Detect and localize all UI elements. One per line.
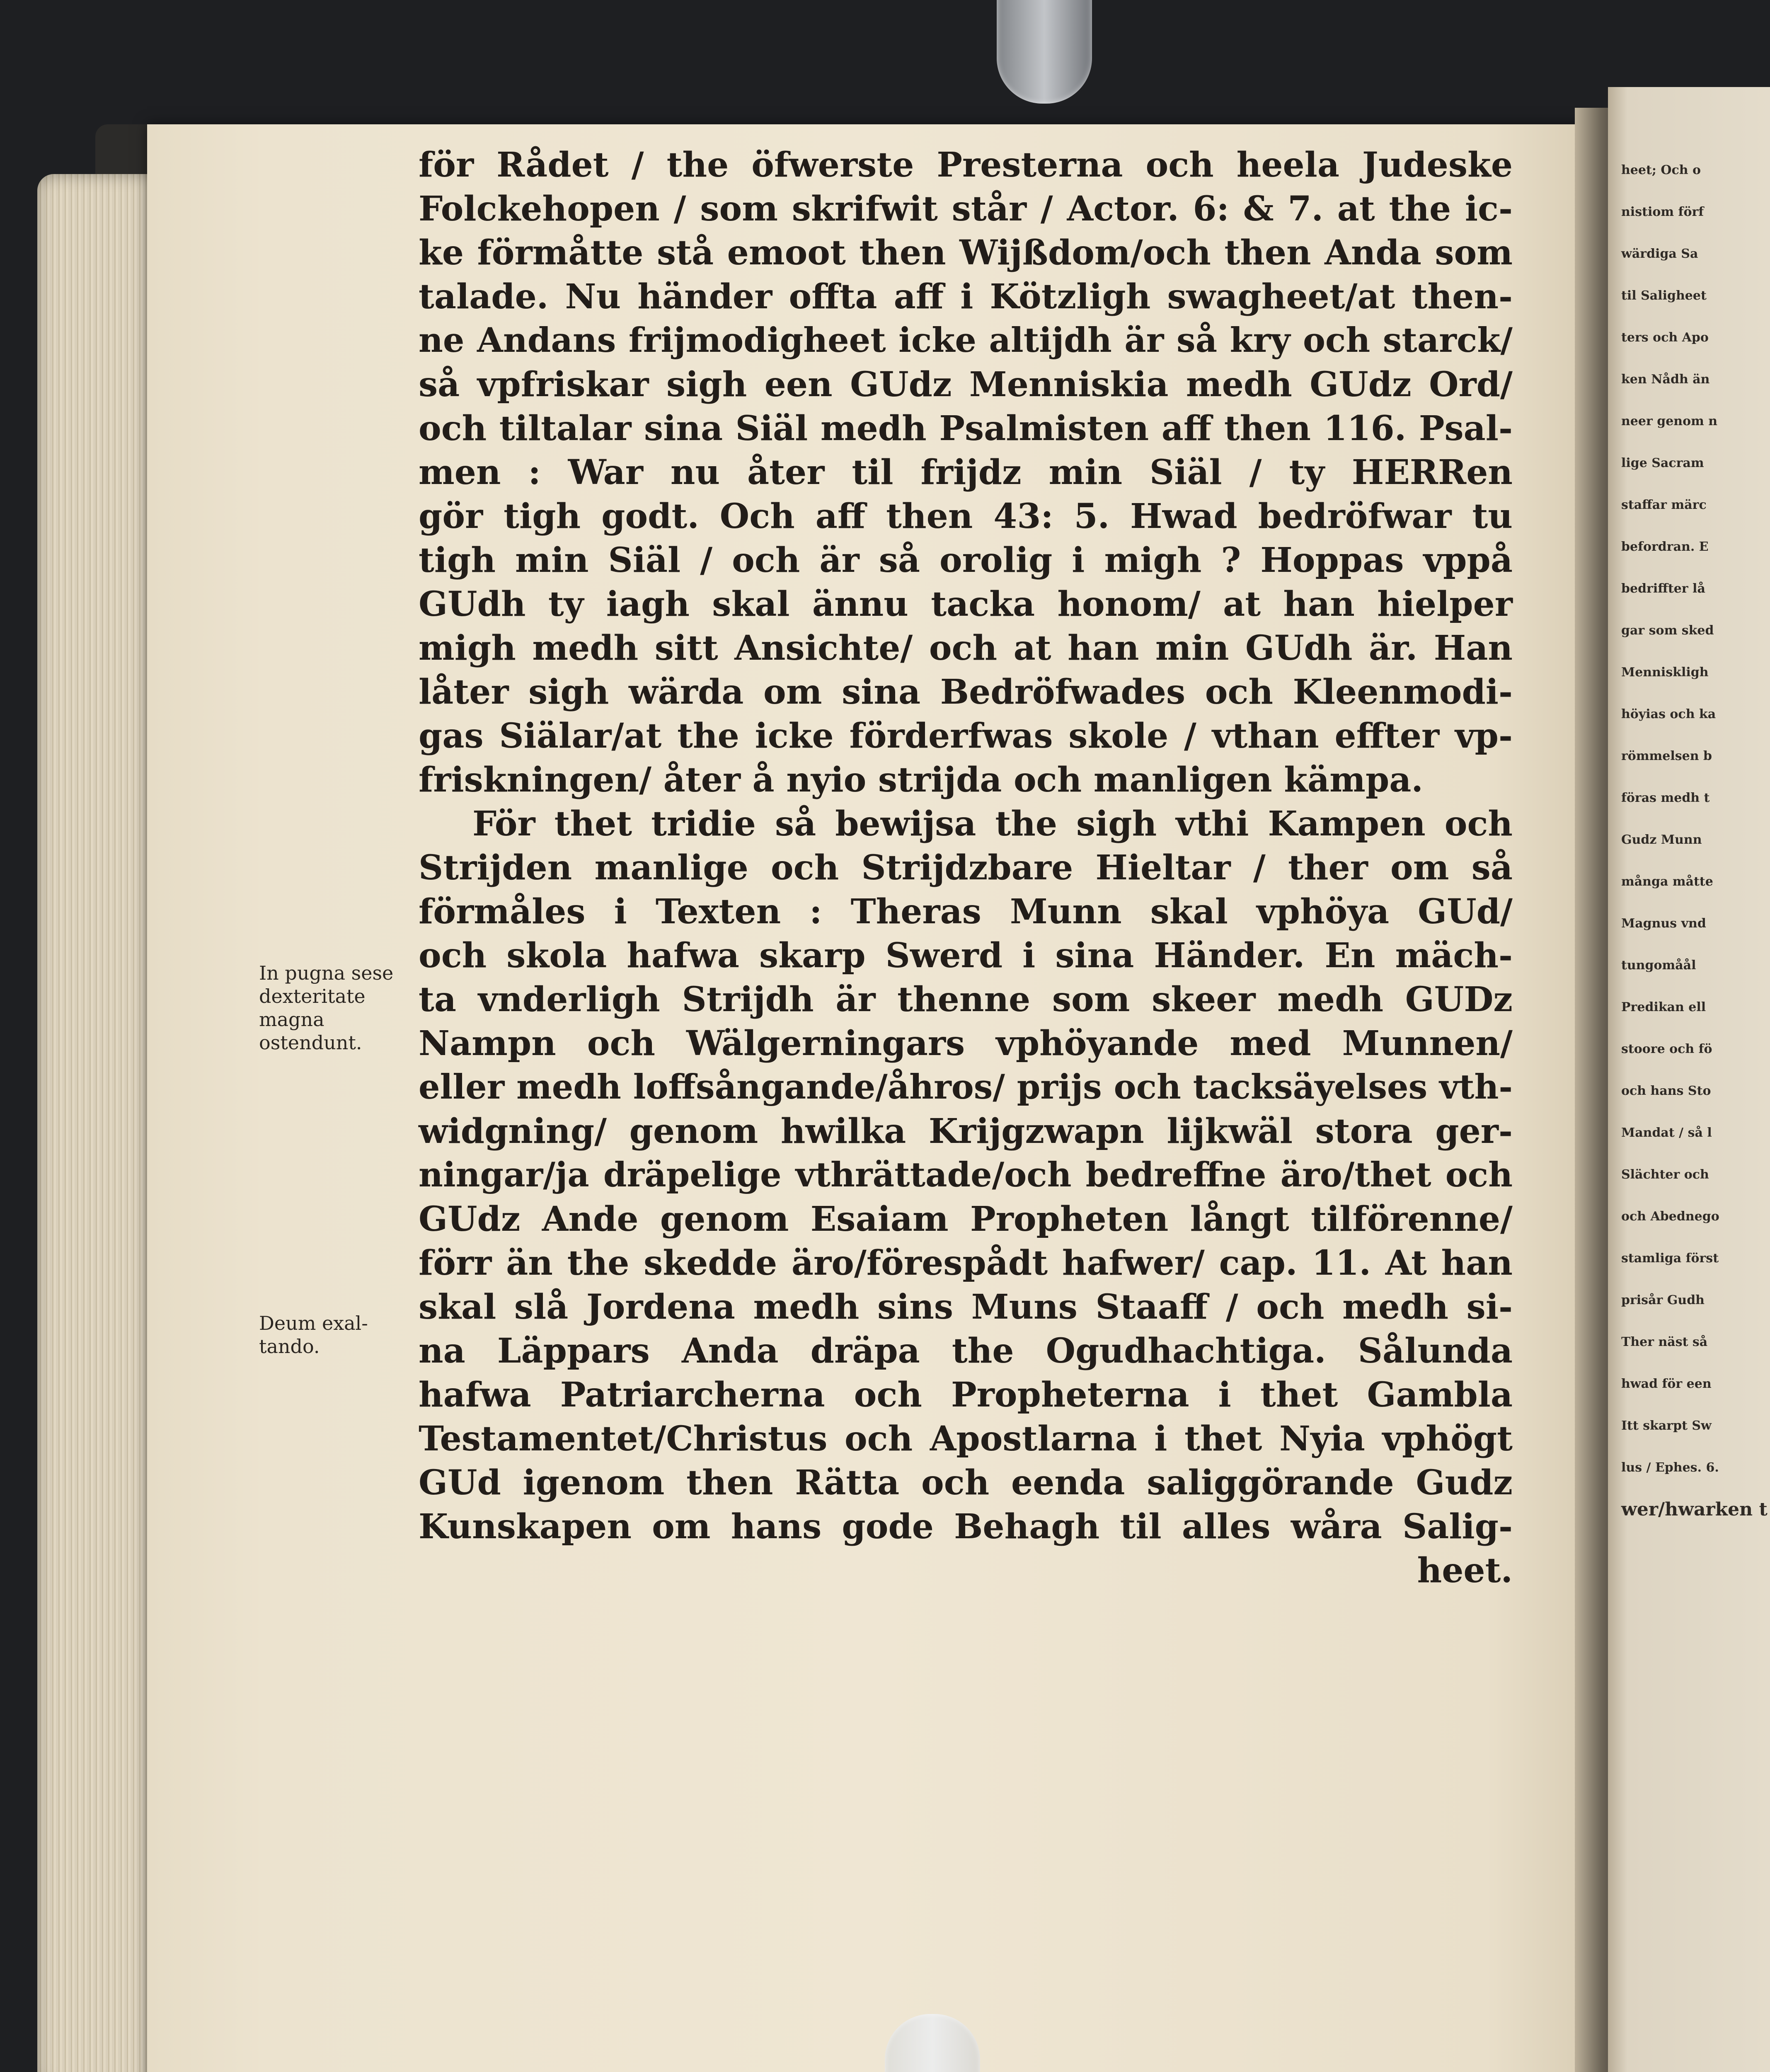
text-line: gör tigh godt. Och aff then 43: 5. Hwad bedröfwar tu — [419, 496, 1513, 536]
text-line: Nampn och Wälgerningars vphöyande med Munnen/ — [419, 1024, 1513, 1063]
facing-line: Menniskligh — [1621, 665, 1709, 680]
text-line: Folckehopen / som skrifwit står / Actor. 6: & 7. at the ic- — [419, 189, 1513, 229]
text-line: skal slå Jordena medh sins Muns Staaff / och medh si- — [419, 1287, 1513, 1327]
facing-line: föras medh t — [1621, 791, 1710, 805]
facing-line: många måtte — [1621, 874, 1713, 889]
facing-line: bedriffter lå — [1621, 581, 1705, 596]
text-line: ningar/ja dräpelige vthrättade/och bedreffne äro/thet och — [419, 1155, 1513, 1195]
facing-line: Slächter och — [1621, 1167, 1709, 1182]
facing-line: befordran. E — [1621, 540, 1709, 554]
facing-line: Ther näst så — [1621, 1335, 1708, 1349]
facing-line: gar som sked — [1621, 623, 1714, 638]
facing-line: heet; Och o — [1621, 163, 1701, 177]
facing-line: nistiom förf — [1621, 205, 1704, 219]
text-line: låter sigh wärda om sina Bedröfwades och Kleenmodi- — [419, 672, 1513, 712]
text-line: talade. Nu händer offta aff i Kötzligh swagheet/at then- — [419, 277, 1513, 317]
facing-line: Itt skarpt Sw — [1621, 1418, 1712, 1433]
text-line: na Läppars Anda dräpa the Ogudhachtiga. Sålunda — [419, 1331, 1513, 1371]
text-line: så vpfriskar sigh een GUdz Menniskia medh GUdz Ord/ — [419, 365, 1513, 404]
facing-line: ken Nådh än — [1621, 372, 1710, 387]
text-line: GUdz Ande genom Esaiam Propheten långt tilförenne/ — [419, 1199, 1513, 1239]
margin-note-line: ostendunt. — [259, 1031, 362, 1054]
catchword: heet. — [1417, 1551, 1513, 1590]
text-line: eller medh loffsångande/åhros/ prijs och tacksäyelses vth- — [419, 1067, 1513, 1107]
facing-line: prisår Gudh — [1621, 1293, 1705, 1307]
facing-line: Magnus vnd — [1621, 916, 1706, 931]
text-line: förr än the skedde äro/förespådt hafwer/ cap. 11. At han — [419, 1243, 1513, 1283]
facing-line: stamliga först — [1621, 1251, 1719, 1266]
page-holder-clip-top — [997, 0, 1092, 104]
text-line: ke förmåtte stå emoot then Wijßdom/och then Anda som — [419, 233, 1513, 273]
text-line: ne Andans frijmodigheet icke altijdh är så kry och starck/ — [419, 321, 1513, 360]
text-line: och skola hafwa skarp Swerd i sina Händer. En mäch- — [419, 936, 1513, 975]
text-line: GUdh ty iagh skal ännu tacka honom/ at han hielper — [419, 584, 1513, 624]
facing-line: Predikan ell — [1621, 1000, 1706, 1014]
facing-line: wer/hwarken t — [1621, 1499, 1768, 1520]
facing-page-right — [1608, 87, 1770, 2072]
text-line: ta vnderligh Strijdh är thenne som skeer medh GUDz — [419, 980, 1513, 1019]
facing-line: och Abednego — [1621, 1209, 1719, 1224]
facing-line: neer genom n — [1621, 414, 1718, 428]
text-line: migh medh sitt Ansichte/ och at han min GUdh är. Han — [419, 628, 1513, 668]
facing-line: stoore och fö — [1621, 1042, 1712, 1056]
margin-note-line: dexteritate — [259, 985, 366, 1007]
margin-note-line: Deum exal- — [259, 1312, 368, 1334]
facing-line: höyias och ka — [1621, 707, 1716, 721]
text-line: tigh min Siäl / och är så orolig i migh ? Hoppas vppå — [419, 540, 1513, 580]
main-text-block — [419, 143, 1513, 1593]
text-line: friskningen/ åter å nyio strijda och manligen kämpa. — [419, 760, 1423, 800]
facing-line: lus / Ephes. 6. — [1621, 1460, 1719, 1475]
facing-page-text — [1621, 149, 1768, 1530]
text-line: Testamentet/Christus och Apostlarna i thet Nyia vphögt — [419, 1419, 1513, 1459]
facing-line: lige Sacram — [1621, 456, 1704, 470]
margin-note-in-pugna — [259, 961, 393, 1054]
facing-line: wärdiga Sa — [1621, 247, 1698, 261]
text-line: hafwa Patriarcherna och Propheterna i thet Gambla — [419, 1375, 1513, 1415]
text-line: gas Siälar/at the icke förderfwas skole / vthan effter vp- — [419, 716, 1513, 756]
facing-line: til Saligheet — [1621, 288, 1707, 303]
text-line: och tiltalar sina Siäl medh Psalmisten aff then 116. Psal- — [419, 409, 1513, 448]
text-line: för Rådet / the öfwerste Presterna och heela Judeske — [419, 145, 1513, 185]
margin-note-line: tando. — [259, 1335, 320, 1358]
margin-note-line: In pugna sese — [259, 962, 394, 984]
facing-line: ters och Apo — [1621, 330, 1709, 345]
facing-line: hwad för een — [1621, 1377, 1712, 1391]
margin-note-line: magna — [259, 1008, 324, 1031]
text-line: förmåles i Texten : Theras Munn skal vphöya GUd/ — [419, 892, 1513, 932]
facing-line: tungomåål — [1621, 958, 1696, 973]
facing-line: Mandat / så l — [1621, 1126, 1712, 1140]
text-line: Kunskapen om hans gode Behagh til alles wåra Salig- — [419, 1507, 1513, 1547]
margin-note-deum-exaltando — [259, 1312, 368, 1358]
facing-line: römmelsen b — [1621, 749, 1712, 763]
facing-line: och hans Sto — [1621, 1084, 1711, 1098]
text-line: Strijden manlige och Strijdzbare Hieltar / ther om så — [419, 848, 1513, 888]
facing-line: staffar märc — [1621, 498, 1707, 512]
paragraph-start-line: För thet tridie så bewijsa the sigh vthi Kampen och — [472, 804, 1513, 844]
text-line: GUd igenom then Rätta och eenda saliggörande Gudz — [419, 1463, 1513, 1503]
text-line: men : War nu åter til frijdz min Siäl / ty HERRen — [419, 453, 1513, 492]
facing-line: Gudz Munn — [1621, 833, 1702, 847]
text-line: widgning/ genom hwilka Krijgzwapn lijkwäl stora ger- — [419, 1111, 1513, 1151]
